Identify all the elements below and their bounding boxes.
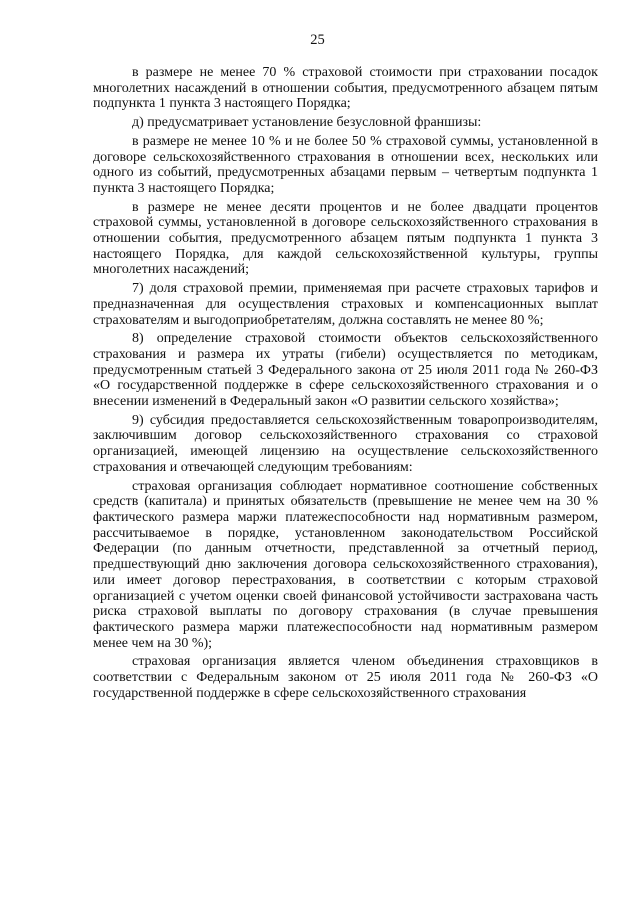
paragraph-2: д) предусматривает установление безусловной франшизы: (132, 115, 482, 131)
page-number: 25 (310, 32, 325, 48)
paragraph-8: страховая организация соблюдает нормативное соотношение собственных средств (капитала) и принятых обязательств (превышение не менее чем на 30 % фактического размера маржи платежеспособности над нормативным размером, рассчитываемое в порядке, установленном законодательством Российской Федерации (по данным отчетности, представленной за отчетный период, предшествующий дню заключения договора сельскохозяйственного страхования), или имеет договор перестрахования, в соответствии с которым страховой организацией с учетом оценки своей финансовой устойчивости застрахована часть риска страховой выплаты по договору страхования (в случае превышения фактического размера маржи платежеспособности над нормативным размером менее чем на 30 %); (93, 478, 598, 651)
paragraph-1: в размере не менее 70 % страховой стоимости при страховании посадок многолетних насаждений в отношении события, предусмотренного абзацем пятым подпункта 1 пункта 3 настоящего Порядка; (93, 65, 598, 112)
paragraph-5: 7) доля страховой премии, применяемая при расчете страховых тарифов и предназначенная для осуществления страховых и компенсационных выплат страхователям и выгодоприобретателям, должна составлять не менее 80 %; (93, 281, 598, 328)
paragraph-4: в размере не менее десяти процентов и не более двадцати процентов страховой суммы, установленной в договоре сельскохозяйственного страхования в отношении события, предусмотренного абзацем пятым подпункта 1 пункта 3 настоящего Порядка, для каждой сельскохозяйственной культуры, группы многолетних насаждений; (93, 199, 598, 278)
document-body (93, 65, 598, 701)
paragraph-7: 9) субсидия предоставляется сельскохозяйственным товаропроизводителям, заключившим договор сельскохозяйственного страхования со страховой организацией, имеющей лицензию на осуществление сельскохозяйственного страхования и отвечающей следующим требованиям: (93, 412, 598, 475)
paragraph-3: в размере не менее 10 % и не более 50 % страховой суммы, установленной в договоре сельскохозяйственного страхования в отношении всех, нескольких или одного из событий, предусмотренных абзацами первым – четвертым подпункта 1 пункта 3 настоящего Порядка; (93, 133, 598, 196)
paragraph-6: 8) определение страховой стоимости объектов сельскохозяйственного страхования и размера их утраты (гибели) осуществляется по методикам, предусмотренным статьей 3 Федерального закона от 25 июля 2011 года № 260-ФЗ «О государственной поддержке в сфере сельскохозяйственного страхования и о внесении изменений в Федеральный закон «О развитии сельского хозяйства»; (93, 331, 598, 410)
paragraph-9: страховая организация является членом объединения страховщиков в соответствии с Федеральным законом от 25 июля 2011 года № 260-ФЗ «О государственной поддержке в сфере сельскохозяйственного страхования (93, 654, 598, 701)
